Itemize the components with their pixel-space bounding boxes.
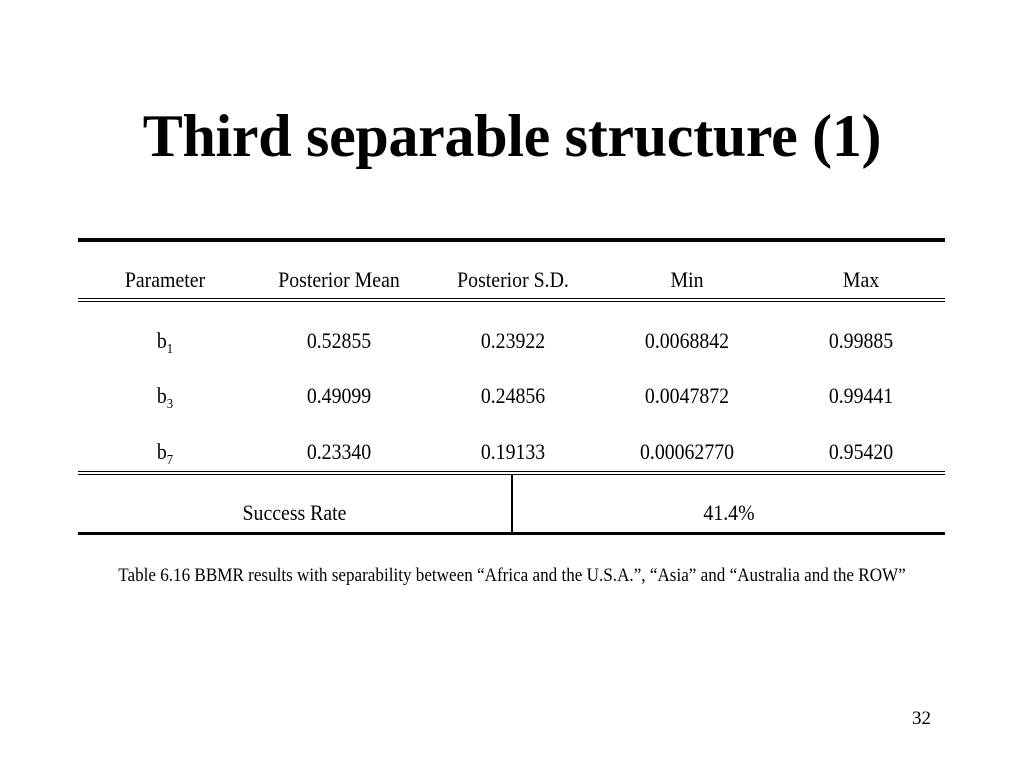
header-double-rule bbox=[78, 298, 945, 302]
table-top-rule bbox=[78, 238, 945, 242]
header-max: Max bbox=[842, 267, 880, 292]
slide-title: Third separable structure (1) bbox=[142, 103, 882, 169]
param-subscript: 7 bbox=[166, 453, 174, 468]
min-cell: 0.0047872 bbox=[644, 383, 730, 408]
param-base: b bbox=[156, 328, 167, 353]
sd-cell: 0.19133 bbox=[480, 439, 546, 464]
success-rate-divider bbox=[511, 475, 513, 532]
header-min: Min bbox=[670, 267, 704, 292]
max-cell: 0.95420 bbox=[828, 439, 894, 464]
min-cell: 0.0068842 bbox=[644, 328, 730, 353]
success-rate-label: Success Rate bbox=[242, 500, 347, 525]
table-caption: Table 6.16 BBMR results with separability between “Africa and the U.S.A.”, “Asia” and “Australia and the ROW” bbox=[118, 565, 906, 586]
mean-cell: 0.23340 bbox=[306, 439, 372, 464]
header-posterior-mean: Posterior Mean bbox=[278, 267, 400, 292]
max-cell: 0.99441 bbox=[828, 383, 894, 408]
header-posterior-sd: Posterior S.D. bbox=[457, 267, 569, 292]
param-subscript: 3 bbox=[166, 397, 174, 412]
param-cell bbox=[87, 383, 244, 412]
page-number: 32 bbox=[912, 708, 931, 729]
param-subscript: 1 bbox=[166, 342, 174, 357]
header-parameter: Parameter bbox=[124, 267, 206, 292]
sd-cell: 0.23922 bbox=[480, 328, 546, 353]
max-cell: 0.99885 bbox=[828, 328, 894, 353]
param-base: b bbox=[156, 439, 167, 464]
mean-cell: 0.52855 bbox=[306, 328, 372, 353]
param-base: b bbox=[156, 383, 167, 408]
mean-cell: 0.49099 bbox=[306, 383, 372, 408]
param-cell bbox=[87, 439, 244, 468]
param-cell bbox=[87, 328, 244, 357]
table-bottom-rule bbox=[78, 532, 945, 535]
success-rate-value: 41.4% bbox=[703, 500, 755, 525]
sd-cell: 0.24856 bbox=[480, 383, 546, 408]
min-cell: 0.00062770 bbox=[639, 439, 735, 464]
